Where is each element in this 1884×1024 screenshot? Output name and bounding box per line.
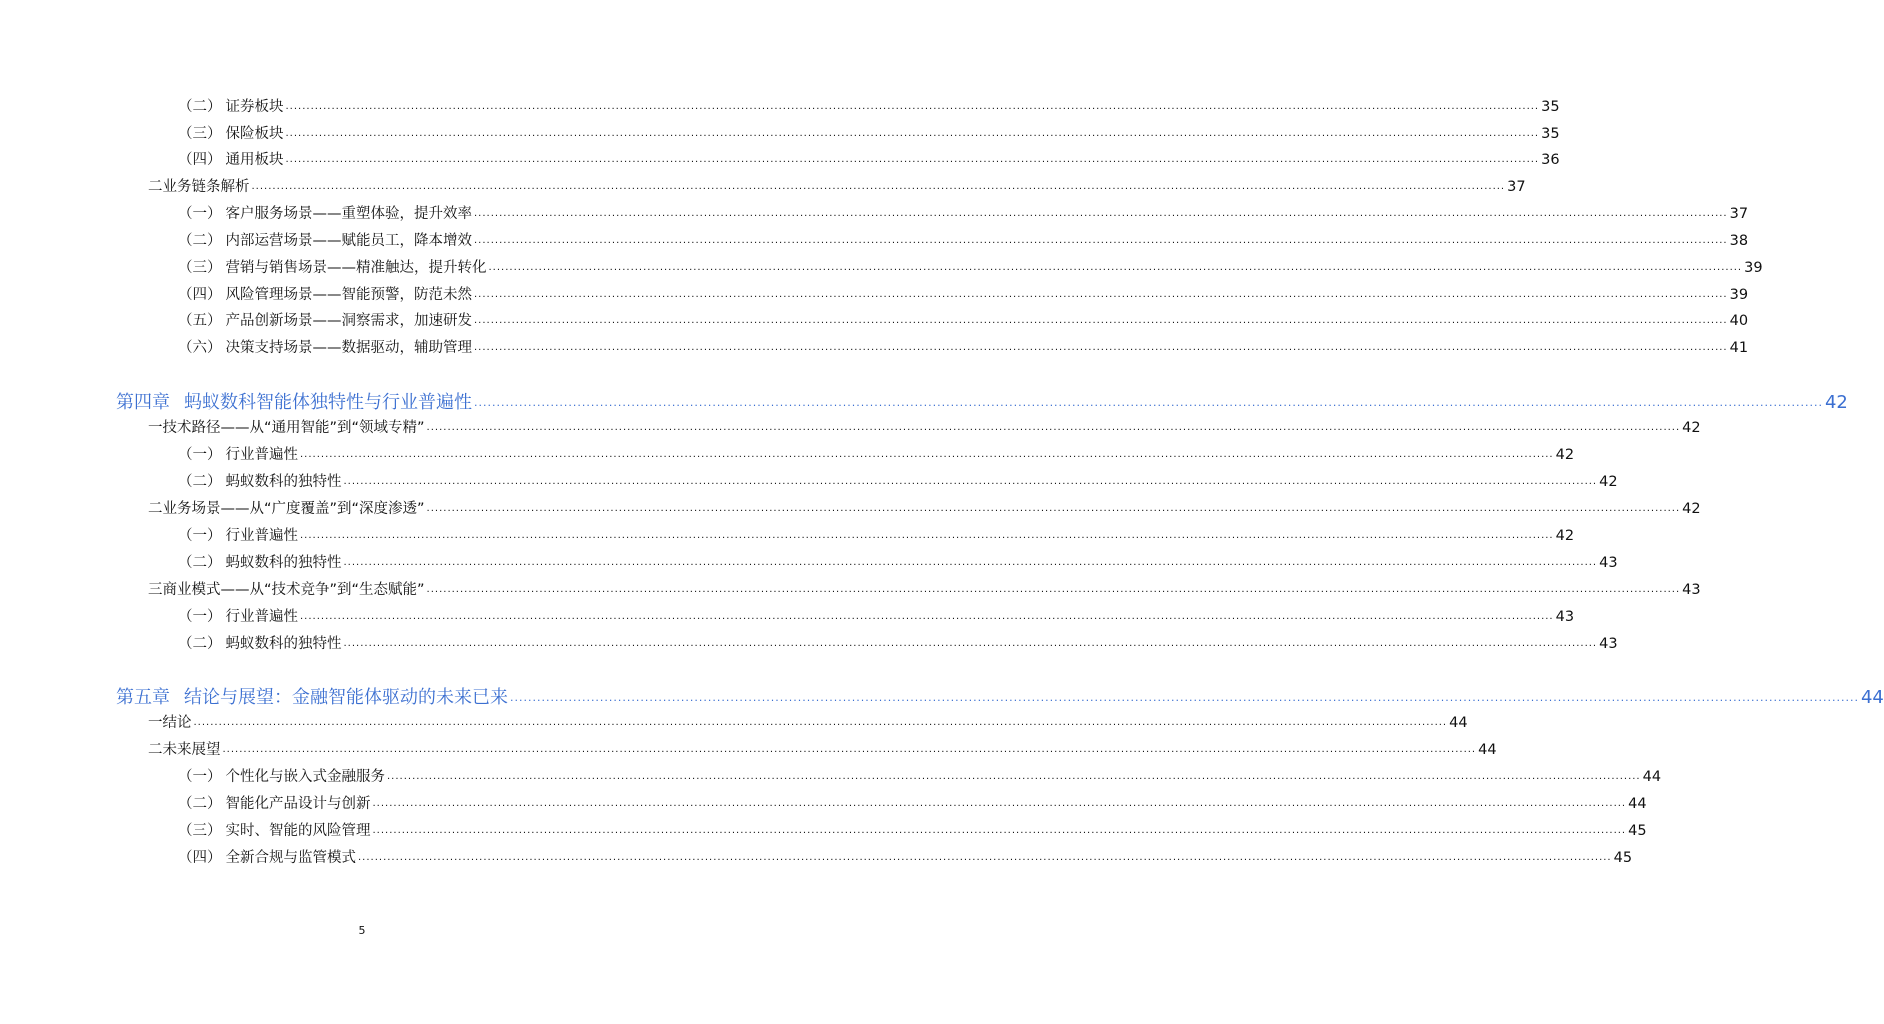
toc-entry[interactable] xyxy=(178,841,1633,867)
leader-dots: ............................................................................................................................................................................................................................................................................................................ xyxy=(343,557,1598,568)
toc-entry-number: （三） xyxy=(178,260,222,276)
toc-entry-page: 40 xyxy=(1729,313,1749,329)
toc-entry-number: 二 xyxy=(148,179,163,195)
toc-entry-page: 44 xyxy=(1642,769,1662,785)
leader-dots: ............................................................................................................................................................................................................................................................................................................ xyxy=(474,289,1728,300)
toc-entry-title: 蚂蚁数科的独特性 xyxy=(225,555,342,571)
toc-entry[interactable] xyxy=(178,546,1618,572)
leader-dots: ............................................................................................................................................................................................................................................................................................................ xyxy=(426,503,1681,514)
toc-entry-page: 39 xyxy=(1729,287,1749,303)
toc-entry-page: 43 xyxy=(1682,582,1701,598)
toc-entry-page: 38 xyxy=(1729,233,1749,249)
leader-dots: ............................................................................................................................................................................................................................................................................................................ xyxy=(372,798,1627,809)
toc-entry-page: 44 xyxy=(1449,715,1468,731)
toc-entry-page: 36 xyxy=(1541,152,1560,168)
toc-entry-number: （二） xyxy=(178,99,222,115)
toc-entry-number: 二 xyxy=(148,501,163,517)
toc-entry[interactable] xyxy=(178,304,1749,330)
toc-entry[interactable] xyxy=(178,787,1647,813)
leader-dots: ............................................................................................................................................................................................................................................................................................................ xyxy=(300,530,1554,541)
toc-chapter-title: 蚂蚁数科智能体独特性与行业普遍性 xyxy=(184,392,472,413)
toc-entry-title: 内部运营场景——赋能员工，降本增效 xyxy=(225,233,472,249)
toc-entry-page: 37 xyxy=(1507,179,1526,195)
toc-entry-page: 37 xyxy=(1729,206,1749,222)
leader-dots: ............................................................................................................................................................................................................................................................................................................ xyxy=(426,584,1681,595)
leader-dots: ............................................................................................................................................................................................................................................................................................................ xyxy=(285,101,1540,112)
toc-entry[interactable] xyxy=(178,278,1749,304)
toc-entry-title: 未来展望 xyxy=(162,742,221,758)
toc-entry-page: 35 xyxy=(1541,99,1560,115)
toc-entry-page: 42 xyxy=(1682,420,1701,436)
toc-entry[interactable] xyxy=(178,143,1560,169)
toc-entry-number: （四） xyxy=(178,850,222,866)
toc-entry-page: 42 xyxy=(1555,528,1575,544)
leader-dots: ............................................................................................................................................................................................................................................................................................................ xyxy=(387,771,1641,782)
toc-entry-number: （一） xyxy=(178,447,222,463)
toc-entry-number: （四） xyxy=(178,152,222,168)
toc-entry[interactable] xyxy=(178,465,1618,491)
toc-entry-page: 39 xyxy=(1744,260,1763,276)
leader-dots: ............................................................................................................................................................................................................................................................................................................ xyxy=(474,315,1728,326)
toc-entry[interactable] xyxy=(148,492,1701,518)
toc-entry-title: 个性化与嵌入式金融服务 xyxy=(225,769,385,785)
toc-entry-title: 行业普遍性 xyxy=(225,609,298,625)
toc-entry[interactable] xyxy=(148,706,1468,732)
toc-entry[interactable] xyxy=(178,90,1560,116)
toc-entry-title: 客户服务场景——重塑体验，提升效率 xyxy=(225,206,472,222)
toc-entry-page: 43 xyxy=(1599,555,1618,571)
toc-entry[interactable] xyxy=(178,197,1749,223)
leader-dots: ............................................................................................................................................................................................................................................................................................................ xyxy=(343,476,1598,487)
toc-entry-page: 45 xyxy=(1613,850,1633,866)
toc-entry[interactable] xyxy=(178,438,1575,464)
toc-entry-title: 实时、智能的风险管理 xyxy=(225,823,371,839)
toc-chapter-number: 第四章 xyxy=(116,392,170,413)
toc-entry-number: （一） xyxy=(178,609,222,625)
toc-entry[interactable] xyxy=(178,224,1749,250)
leader-dots: ............................................................................................................................................................................................................................................................................................................ xyxy=(251,181,1506,192)
toc-entry[interactable] xyxy=(178,117,1560,143)
leader-dots: ............................................................................................................................................................................................................................................................................................................ xyxy=(300,449,1554,460)
toc-chapter-entry[interactable] xyxy=(116,677,1884,708)
toc-entry-page: 35 xyxy=(1541,126,1560,142)
toc-entry[interactable] xyxy=(148,573,1701,599)
leader-dots: ............................................................................................................................................................................................................................................................................................................ xyxy=(474,396,1823,409)
leader-dots: ............................................................................................................................................................................................................................................................................................................ xyxy=(358,852,1612,863)
toc-chapter-page: 42 xyxy=(1824,392,1848,413)
toc-entry[interactable] xyxy=(178,331,1749,357)
toc-entry-page: 42 xyxy=(1682,501,1701,517)
toc-entry-number: 三 xyxy=(148,582,163,598)
toc-entry-number: （二） xyxy=(178,474,222,490)
toc-entry-title: 业务场景——从“广度覆盖”到“深度渗透” xyxy=(162,501,425,517)
toc-entry-title: 商业模式——从“技术竞争”到“生态赋能” xyxy=(162,582,425,598)
toc-entry[interactable] xyxy=(178,814,1647,840)
leader-dots: ............................................................................................................................................................................................................................................................................................................ xyxy=(343,638,1598,649)
toc-entry[interactable] xyxy=(178,519,1575,545)
toc-entry-number: 二 xyxy=(148,742,163,758)
toc-entry-number: （三） xyxy=(178,823,222,839)
toc-entry[interactable] xyxy=(148,170,1526,196)
toc-entry-title: 产品创新场景——洞察需求，加速研发 xyxy=(225,313,472,329)
toc-entry-title: 证券板块 xyxy=(225,99,284,115)
leader-dots: ............................................................................................................................................................................................................................................................................................................ xyxy=(285,128,1540,139)
toc-entry[interactable] xyxy=(178,600,1575,626)
leader-dots: ............................................................................................................................................................................................................................................................................................................ xyxy=(285,154,1540,165)
toc-entry-page: 43 xyxy=(1599,636,1618,652)
toc-entry-page: 43 xyxy=(1555,609,1575,625)
toc-entry[interactable] xyxy=(148,411,1701,437)
toc-entry[interactable] xyxy=(178,251,1763,277)
toc-entry[interactable] xyxy=(178,760,1662,786)
toc-chapter-title: 结论与展望：金融智能体驱动的未来已来 xyxy=(184,687,508,708)
toc-entry-page: 42 xyxy=(1555,447,1575,463)
page-number: 5 xyxy=(358,924,366,937)
toc-entry-title: 通用板块 xyxy=(225,152,284,168)
toc-entry-number: （一） xyxy=(178,769,222,785)
toc-entry-title: 结论 xyxy=(162,715,192,731)
toc-entry-number: （二） xyxy=(178,233,222,249)
leader-dots: ............................................................................................................................................................................................................................................................................................................ xyxy=(510,691,1859,704)
leader-dots: ............................................................................................................................................................................................................................................................................................................ xyxy=(193,717,1448,728)
leader-dots: ............................................................................................................................................................................................................................................................................................................ xyxy=(474,208,1728,219)
toc-entry-page: 44 xyxy=(1478,742,1497,758)
toc-entry-number: （五） xyxy=(178,313,222,329)
toc-entry-title: 决策支持场景——数据驱动，辅助管理 xyxy=(225,340,472,356)
toc-entry-title: 风险管理场景——智能预警，防范未然 xyxy=(225,287,472,303)
toc-entry-title: 保险板块 xyxy=(225,126,284,142)
leader-dots: ............................................................................................................................................................................................................................................................................................................ xyxy=(474,235,1728,246)
toc-entry-page: 45 xyxy=(1628,823,1647,839)
toc-entry-page: 44 xyxy=(1628,796,1647,812)
toc-entry-page: 42 xyxy=(1599,474,1618,490)
toc-entry-title: 蚂蚁数科的独特性 xyxy=(225,474,342,490)
leader-dots: ............................................................................................................................................................................................................................................................................................................ xyxy=(372,825,1627,836)
toc-entry-title: 技术路径——从“通用智能”到“领域专精” xyxy=(162,420,425,436)
toc-entry-number: 一 xyxy=(148,420,163,436)
toc-chapter-page: 44 xyxy=(1860,687,1884,708)
leader-dots: ............................................................................................................................................................................................................................................................................................................ xyxy=(474,342,1728,353)
toc-entry-title: 营销与销售场景——精准触达，提升转化 xyxy=(225,260,487,276)
toc-entry-title: 全新合规与监管模式 xyxy=(225,850,356,866)
toc-entry-title: 行业普遍性 xyxy=(225,447,298,463)
toc-entry-number: 一 xyxy=(148,715,163,731)
toc-entry-number: （三） xyxy=(178,126,222,142)
toc-entry-page: 41 xyxy=(1729,340,1749,356)
toc-entry-number: （一） xyxy=(178,528,222,544)
toc-entry-title: 智能化产品设计与创新 xyxy=(225,796,371,812)
toc-entry-title: 蚂蚁数科的独特性 xyxy=(225,636,342,652)
leader-dots: ............................................................................................................................................................................................................................................................................................................ xyxy=(488,262,1743,273)
leader-dots: ............................................................................................................................................................................................................................................................................................................ xyxy=(426,422,1681,433)
toc-chapter-number: 第五章 xyxy=(116,687,170,708)
toc-entry-number: （六） xyxy=(178,340,222,356)
toc-entry-number: （一） xyxy=(178,206,222,222)
toc-entry-number: （二） xyxy=(178,796,222,812)
toc-entry-number: （二） xyxy=(178,636,222,652)
toc-entry-number: （四） xyxy=(178,287,222,303)
toc-entry-title: 业务链条解析 xyxy=(162,179,250,195)
toc-entry[interactable] xyxy=(148,733,1497,759)
toc-entry-title: 行业普遍性 xyxy=(225,528,298,544)
leader-dots: ............................................................................................................................................................................................................................................................................................................ xyxy=(300,611,1554,622)
toc-chapter-entry[interactable] xyxy=(116,382,1848,413)
leader-dots: ............................................................................................................................................................................................................................................................................................................ xyxy=(222,744,1477,755)
toc-entry-number: （二） xyxy=(178,555,222,571)
toc-entry[interactable] xyxy=(178,627,1618,653)
